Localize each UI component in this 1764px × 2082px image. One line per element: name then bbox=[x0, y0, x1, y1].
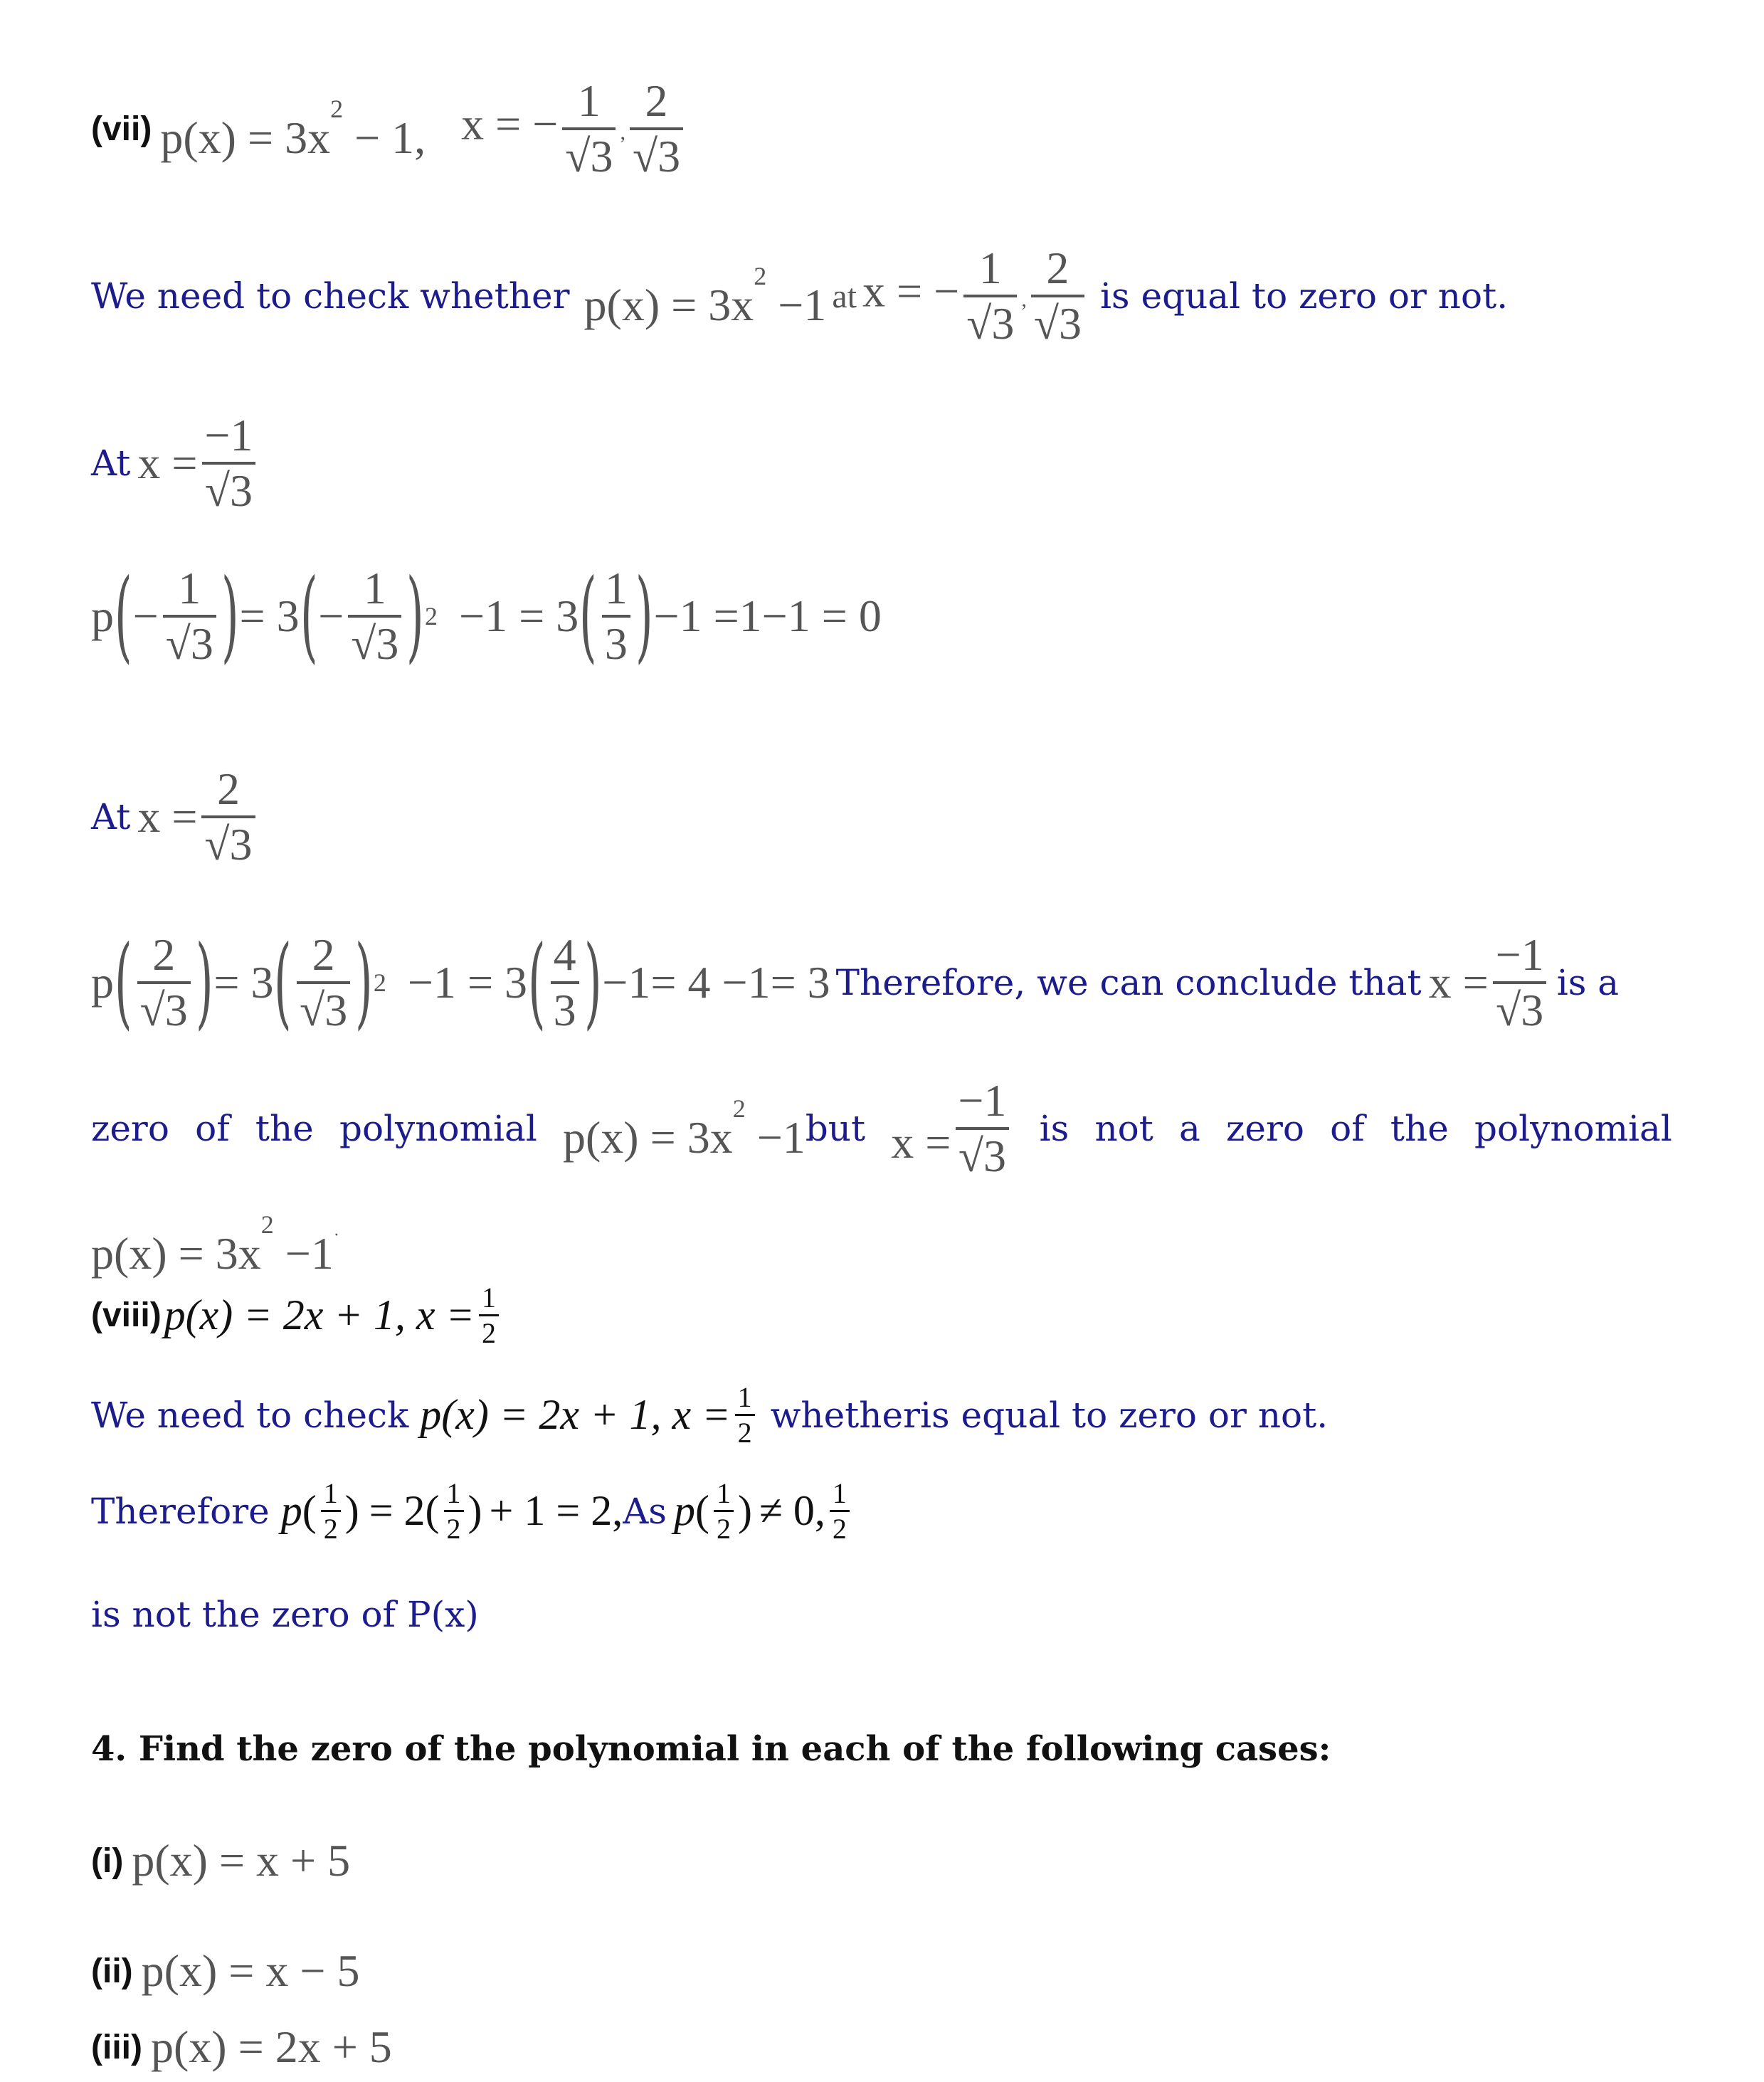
part-vii-x-values: x = − $\frac{1}{√3}$ , $\frac{2}{√3}$ bbox=[461, 75, 687, 183]
part-vii-heading bbox=[91, 75, 687, 183]
q4-item-i: (i) p(x) = x + 5 bbox=[91, 1835, 351, 1886]
vii-at-second: At x = $\frac{2}{√3}$ bbox=[91, 763, 260, 871]
viii-check-sentence: We need to check p(x) = 2x + 1, x = $\frac{1}{2}$ whetheris equal to zero or not. bbox=[91, 1381, 1329, 1449]
q4-item-ii: (ii) p(x) = x − 5 bbox=[91, 1945, 360, 1996]
part-vii-poly: $p(x) = 3x^2 - 1$, bbox=[160, 94, 426, 163]
vii-calc-second: p ( $\frac{2}{√3}$ ) = 3 ( $\frac{2}{√3}$ ) 2 −1 = 3 ( $\frac{4}{3}$ ) −1= 4 −1= 3 Therefore, we can conclude that x = $\frac{-1}{√3}$ is a bbox=[91, 924, 1620, 1040]
vii-at-first: At x = $\frac{-1}{√3}$ bbox=[91, 409, 260, 517]
viii-not-zero: is not the zero of P(x) bbox=[91, 1594, 479, 1635]
vii-check-sentence: We need to check whether $p(x) = 3x^2 -1$ at x = − $\frac{1}{√3}$ , $\frac{2}{√3}$ is equal to zero or not. bbox=[91, 243, 1509, 349]
part-viii-heading: (viii) p(x) = 2x + 1, x = $\frac{1}{2}$ bbox=[91, 1281, 503, 1350]
part-vii-label: (vii) bbox=[91, 110, 152, 148]
vii-final-poly: $p(x) = 3x^2 -1^\cdot$ bbox=[91, 1210, 339, 1279]
vii-calc-first: p ( − $\frac{1}{√3}$ ) = 3 ( − $\frac{1}{√3}$ ) 2 −1 = 3 ( $\frac{1}{3}$ ) −1 =1−1 = 0 bbox=[91, 558, 882, 674]
vii-conclusion-line: zero of the polynomial $p(x) = 3x^2 -1$ but x = $\frac{-1}{√3}$ is not a zero of the polynomial bbox=[91, 1075, 1672, 1181]
question-4-heading: 4. Find the zero of the polynomial in each of the following cases: bbox=[91, 1729, 1331, 1769]
q4-item-iii: (iii) p(x) = 2x + 5 bbox=[91, 2022, 392, 2072]
viii-therefore: Therefore p ( $\frac{1}{2}$ ) = 2 ( $\frac{1}{2}$ ) + 1 = 2, As p ( $\frac{1}{2}$ ) ≠ 0, $\frac{1}{2}$ bbox=[91, 1476, 854, 1545]
